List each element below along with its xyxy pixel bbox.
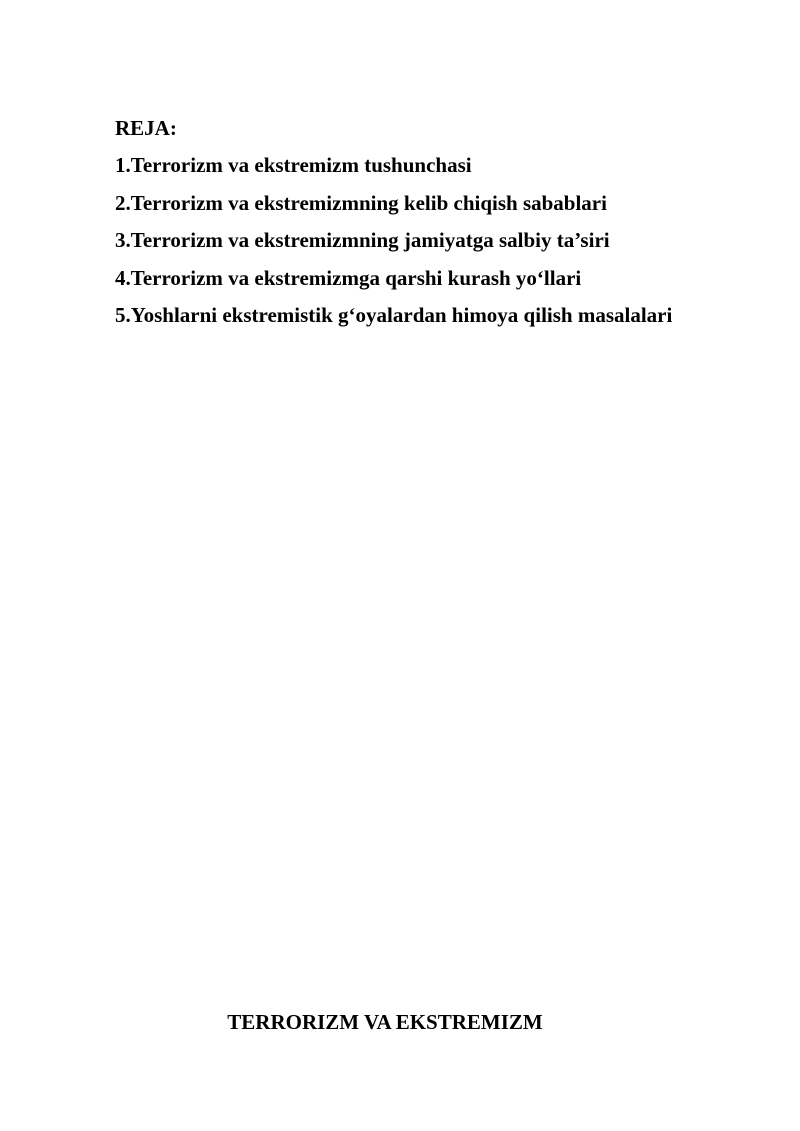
plan-item-2: 2.Terrorizm va ekstremizmning kelib chiqish sabablari <box>115 190 607 215</box>
plan-item-3: 3.Terrorizm va ekstremizmning jamiyatga salbiy ta’siri <box>115 228 610 253</box>
plan-heading: REJA: <box>115 116 177 140</box>
plan-list <box>115 147 755 334</box>
plan-section <box>115 110 755 334</box>
plan-item-4: 4.Terrorizm va ekstremizmga qarshi kurash yo‘llari <box>115 265 582 290</box>
plan-item-5: 5.Yoshlarni ekstremistik g‘oyalardan himoya qilish masalalari <box>115 303 673 328</box>
document-title: TERRORIZM VA EKSTREMIZM <box>227 1010 543 1034</box>
plan-item-1: 1.Terrorizm va ekstremizm tushunchasi <box>115 153 472 178</box>
